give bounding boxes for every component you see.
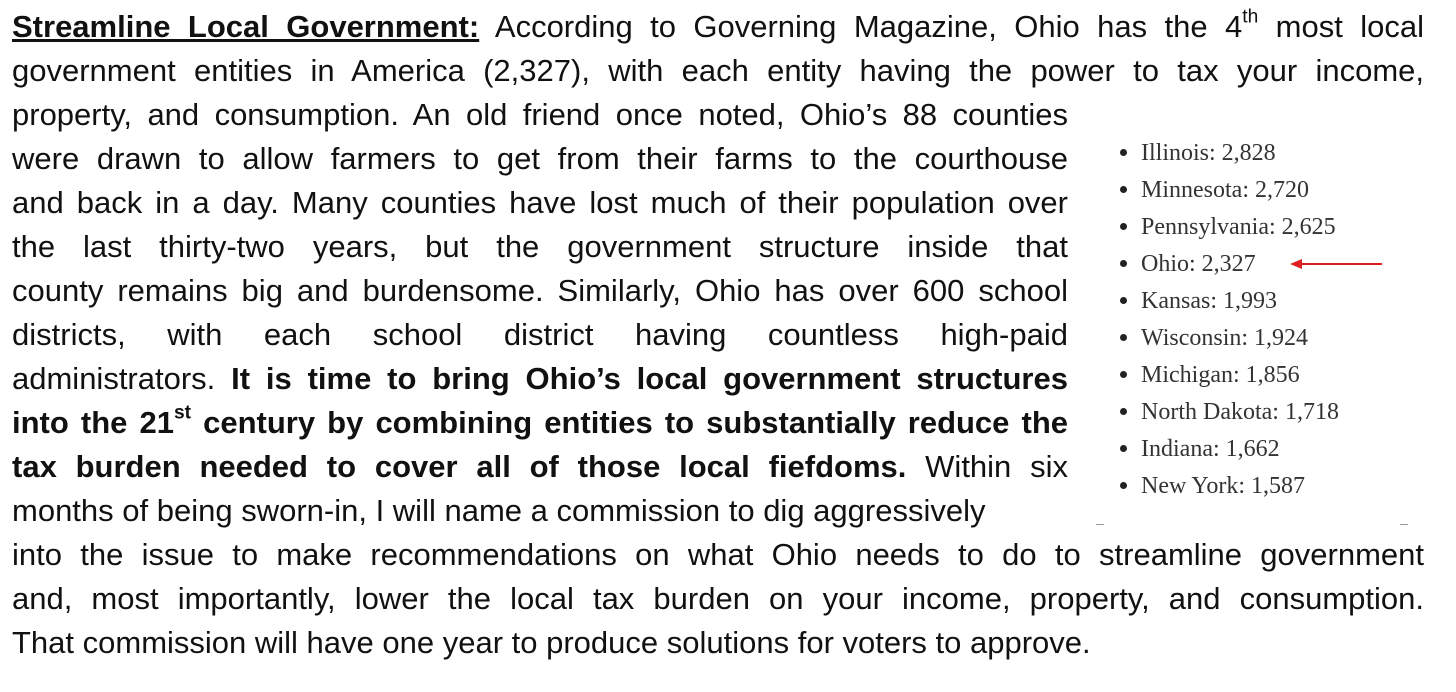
- ranking-item-label: Ohio: 2,327: [1141, 251, 1256, 277]
- paragraph-line-14: and, most importantly, lower the local tax burden on your income, property, and consumption.: [12, 581, 1424, 616]
- paragraph-line-9: [12, 357, 1068, 401]
- ranking-item: [1120, 137, 1276, 169]
- superscript-th: th: [1242, 6, 1259, 28]
- paragraph-line-2: government entities in America (2,327), with each entity having the power to tax your income,: [12, 53, 1424, 88]
- paragraph-line-10: [12, 401, 1068, 445]
- bullet-icon: [1120, 482, 1127, 489]
- ranking-item: [1120, 433, 1280, 465]
- bullet-icon: [1120, 297, 1127, 304]
- ranking-item-label: Minnesota: 2,720: [1141, 177, 1309, 203]
- ranking-item: [1120, 285, 1277, 317]
- bullet-icon: [1120, 260, 1127, 267]
- superscript-st: st: [173, 402, 192, 424]
- ranking-item: [1120, 211, 1336, 243]
- bullet-icon: [1120, 334, 1127, 341]
- paragraph-line-13: into the issue to make recommendations on what Ohio needs to do to streamline government: [12, 537, 1424, 572]
- paragraph-line-5: and back in a day. Many counties have lost much of their population over: [12, 185, 1068, 220]
- line-1-text: According to Governing Magazine, Ohio has the 4: [494, 9, 1243, 44]
- paragraph-line-4: were drawn to allow farmers to get from their farms to the courthouse: [12, 141, 1068, 176]
- section-heading: Streamline Local Government:: [12, 9, 480, 44]
- ranking-item: [1120, 470, 1305, 502]
- bullet-icon: [1120, 223, 1127, 230]
- bold-statement-part-3: century by combining entities to substantially reduce the: [203, 405, 1068, 440]
- list-bottom-divider: [1096, 524, 1408, 526]
- line-11-end: Within six: [925, 449, 1068, 484]
- paragraph-line-7: county remains big and burdensome. Similarly, Ohio has over 600 school: [12, 273, 1068, 308]
- paragraph-line-12: months of being sworn-in, I will name a commission to dig aggressively: [12, 493, 986, 528]
- ranking-item-highlighted: [1120, 248, 1256, 280]
- bullet-icon: [1120, 408, 1127, 415]
- ranking-item-label: Kansas: 1,993: [1141, 288, 1277, 314]
- ranking-item: [1120, 396, 1339, 428]
- bullet-icon: [1120, 149, 1127, 156]
- ranking-item: [1120, 322, 1308, 354]
- paragraph-line-6: the last thirty-two years, but the government structure inside that: [12, 229, 1068, 264]
- ranking-item-label: Wisconsin: 1,924: [1141, 325, 1309, 351]
- bold-statement-part-2: into the 21: [12, 405, 174, 440]
- paragraph-line-15: That commission will have one year to produce solutions for voters to approve.: [12, 625, 1091, 660]
- bullet-icon: [1120, 371, 1127, 378]
- paragraph-line-11: [12, 445, 1068, 489]
- red-arrow-icon: [1290, 256, 1382, 272]
- ranking-item-label: North Dakota: 1,718: [1141, 399, 1339, 425]
- paragraph-line-8: districts, with each school district having countless high-paid: [12, 317, 1068, 352]
- bold-statement-part-1: It is time to bring Ohio’s local government structures: [231, 361, 1068, 396]
- line-9-text: administrators.: [12, 361, 216, 396]
- bullet-icon: [1120, 445, 1127, 452]
- ranking-item-label: Illinois: 2,828: [1141, 140, 1276, 166]
- paragraph-line-1: [12, 5, 1424, 49]
- ranking-item: [1120, 174, 1309, 206]
- ranking-item-label: New York: 1,587: [1141, 473, 1306, 499]
- paragraph-line-3: property, and consumption. An old friend once noted, Ohio’s 88 counties: [12, 97, 1068, 132]
- ranking-item-label: Indiana: 1,662: [1141, 436, 1280, 462]
- ranking-item: [1120, 359, 1300, 391]
- bold-statement-part-4: tax burden needed to cover all of those local fiefdoms.: [12, 449, 907, 484]
- ranking-item-label: Michigan: 1,856: [1141, 362, 1300, 388]
- bullet-icon: [1120, 186, 1127, 193]
- ranking-item-label: Pennsylvania: 2,625: [1141, 214, 1336, 240]
- line-1-end: most local: [1275, 9, 1424, 44]
